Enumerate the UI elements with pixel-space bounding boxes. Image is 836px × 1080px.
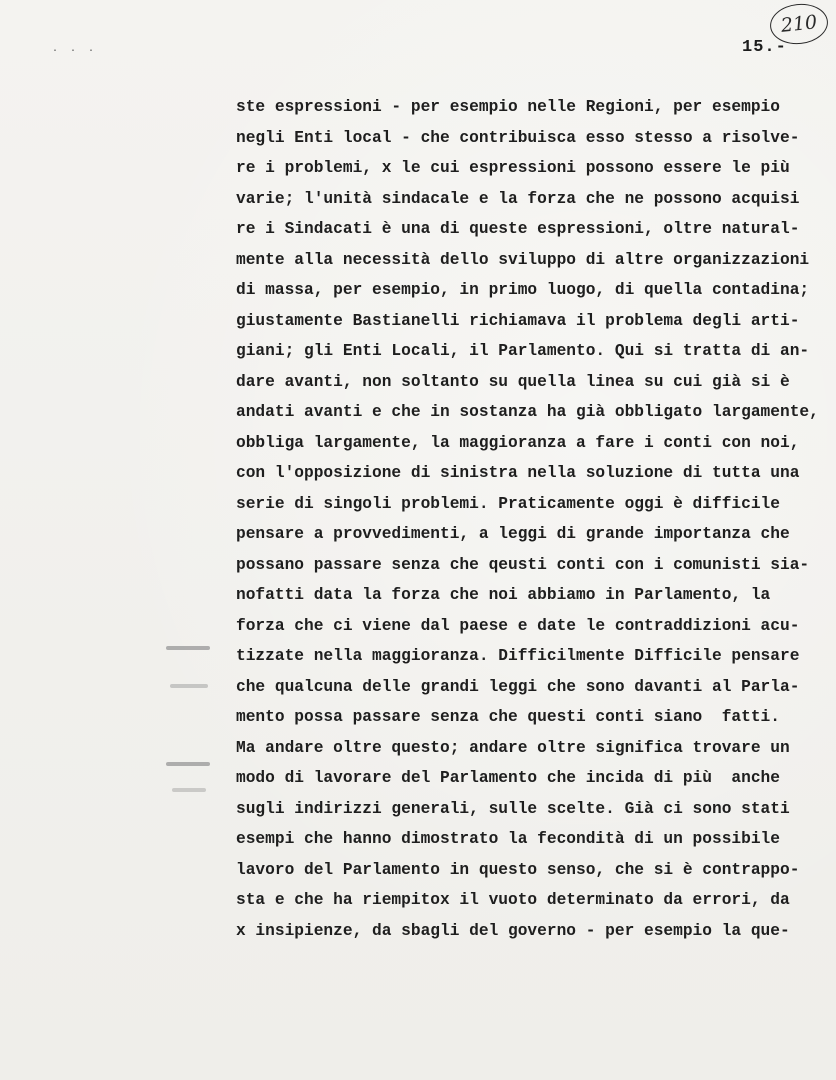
text-line: tizzate nella maggioranza. Difficilmente Difficile pensare bbox=[236, 647, 800, 665]
margin-pencil-mark bbox=[166, 646, 210, 650]
text-line: mente alla necessità dello sviluppo di altre organizzazioni bbox=[236, 250, 810, 269]
text-line: re i problemi, x le cui espressioni possono essere le più bbox=[236, 159, 790, 177]
corner-specks: . . . bbox=[52, 44, 98, 55]
margin-pencil-mark bbox=[166, 762, 210, 766]
text-line: dare avanti, non soltanto su quella linea su cui già si è bbox=[236, 372, 790, 391]
text-line: nofatti data la forza che noi abbiamo in Parlamento, la bbox=[236, 586, 771, 604]
text-line: sugli indirizzi generali, sulle scelte. Già ci sono stati bbox=[236, 799, 790, 818]
page-number: 15.- bbox=[742, 38, 787, 57]
text-line: giustamente Bastianelli richiamava il problema degli arti- bbox=[236, 311, 800, 330]
text-line: serie di singoli problemi. Praticamente oggi è difficile bbox=[236, 494, 780, 513]
text-line: forza che ci viene dal paese e date le contraddizioni acu- bbox=[236, 616, 800, 635]
text-line: con l'opposizione di sinistra nella soluzione di tutta una bbox=[236, 464, 800, 482]
text-line: pensare a provvedimenti, a leggi di grande importanza che bbox=[236, 525, 790, 543]
text-line: re i Sindacati è una di queste espressioni, oltre natural- bbox=[236, 220, 800, 238]
archive-stamp-number: 210 bbox=[768, 1, 830, 47]
text-line: di massa, per esempio, in primo luogo, di quella contadina; bbox=[236, 281, 810, 299]
text-line: andati avanti e che in sostanza ha già obbligato largamente, bbox=[236, 403, 819, 421]
text-line: possano passare senza che qeusti conti con i comunisti sia- bbox=[236, 555, 810, 574]
text-line: x insipienze, da sbagli del governo - per esempio la que- bbox=[236, 921, 790, 940]
text-line: varie; l'unità sindacale e la forza che ne possono acquisi bbox=[236, 189, 800, 208]
text-line: che qualcuna delle grandi leggi che sono davanti al Parla- bbox=[236, 677, 800, 696]
text-line: negli Enti local - che contribuisca esso stesso a risolve- bbox=[236, 128, 800, 147]
text-line: giani; gli Enti Locali, il Parlamento. Qui si tratta di an- bbox=[236, 342, 810, 360]
text-line: obbliga largamente, la maggioranza a fare i conti con noi, bbox=[236, 433, 800, 452]
text-line: mento possa passare senza che questi conti siano fatti. bbox=[236, 708, 780, 726]
text-line: lavoro del Parlamento in questo senso, che si è contrappo- bbox=[236, 860, 800, 879]
margin-pencil-mark bbox=[172, 788, 206, 792]
margin-pencil-mark bbox=[170, 684, 208, 688]
text-line: Ma andare oltre questo; andare oltre significa trovare un bbox=[236, 738, 790, 757]
typed-body-text bbox=[236, 92, 836, 946]
text-line: esempi che hanno dimostrato la fecondità di un possibile bbox=[236, 830, 780, 848]
text-line: sta e che ha riempitox il vuoto determinato da errori, da bbox=[236, 891, 790, 909]
text-line: ste espressioni - per esempio nelle Regioni, per esempio bbox=[236, 98, 780, 116]
text-line: modo di lavorare del Parlamento che incida di più anche bbox=[236, 769, 780, 787]
